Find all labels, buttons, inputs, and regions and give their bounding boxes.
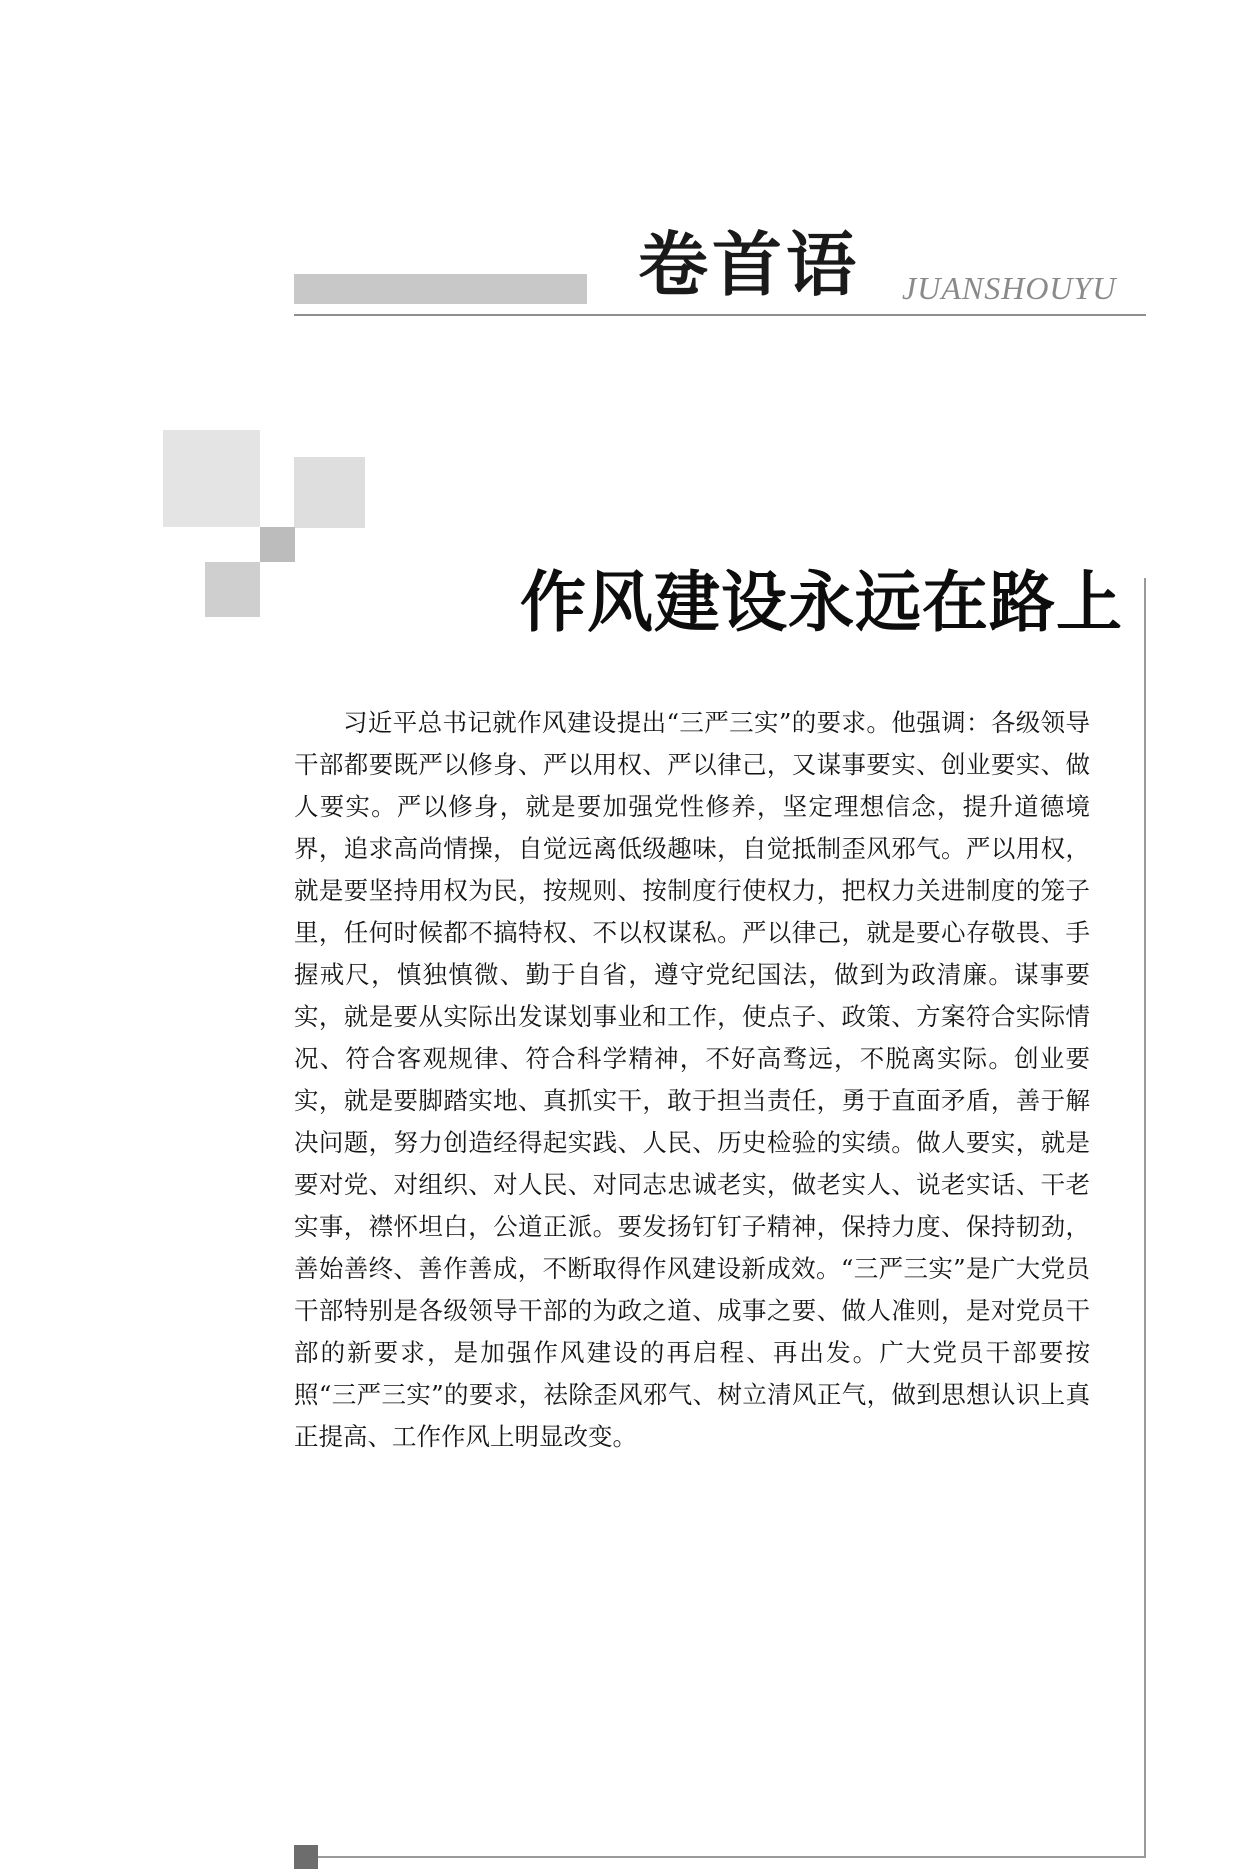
decor-square-lower <box>205 562 260 617</box>
decor-square-medium <box>294 457 365 528</box>
header-rule <box>294 314 1146 316</box>
decor-square-small <box>260 527 295 562</box>
section-title-pinyin: JUANSHOUYU <box>902 270 1117 306</box>
frame-bottom-rule <box>294 1856 1146 1858</box>
header-decor-bar <box>294 274 587 304</box>
decor-square-large <box>163 430 260 527</box>
section-title: 卷首语 <box>638 224 860 306</box>
footer-square-marker <box>294 1845 318 1869</box>
article-title: 作风建设永远在路上 <box>520 564 1123 641</box>
article-body: 习近平总书记就作风建设提出“三严三实”的要求。他强调：各级领导干部都要既严以修身、严以用权、严以律己，又谋事要实、创业要实、做人要实。严以修身，就是要加强党性修养，坚定理想信念，提升道德境界，追求高尚情操，自觉远离低级趣味，自觉抵制歪风邪气。严以用权，就是要坚持用权为民，按规则、按制度行使权力，把权力关进制度的笼子里，任何时候都不搞特权、不以权谋私。严以律己，就是要心存敬畏、手握戒尺，慎独慎微、勤于自省，遵守党纪国法，做到为政清廉。谋事要实，就是要从实际出发谋划事业和工作，使点子、政策、方案符合实际情况、符合客观规律、符合科学精神，不好高骛远，不脱离实际。创业要实，就是要脚踏实地、真抓实干，敢于担当责任，勇于直面矛盾，善于解决问题，努力创造经得起实践、人民、历史检验的实绩。做人要实，就是要对党、对组织、对人民、对同志忠诚老实，做老实人、说老实话、干老实事，襟怀坦白，公道正派。要发扬钉钉子精神，保持力度、保持韧劲，善始善终、善作善成，不断取得作风建设新成效。“三严三实”是广大党员干部特别是各级领导干部的为政之道、成事之要、做人准则，是对党员干部的新要求，是加强作风建设的再启程、再出发。广大党员干部要按照“三严三实”的要求，祛除歪风邪气、树立清风正气，做到思想认识上真正提高、工作作风上明显改变。 <box>294 708 1090 1451</box>
frame-right-rule <box>1144 578 1146 1856</box>
